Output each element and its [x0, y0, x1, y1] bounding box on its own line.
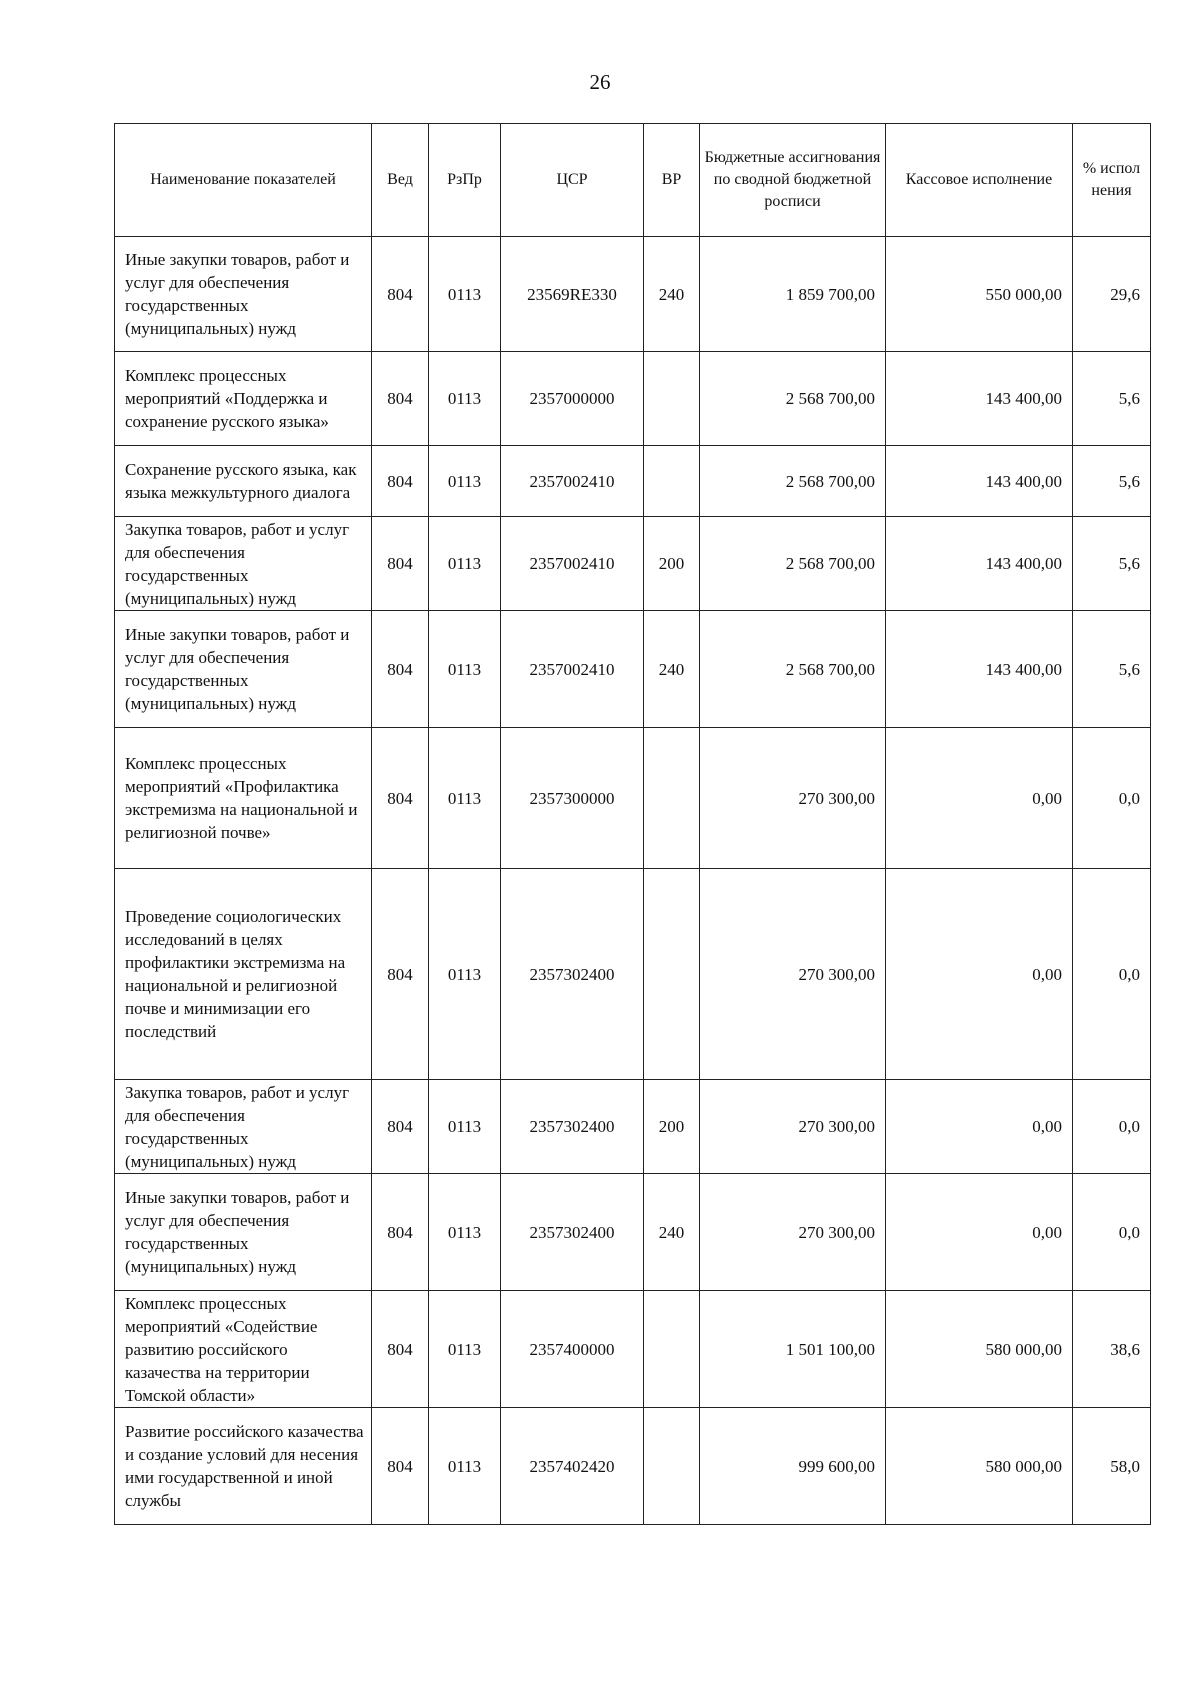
- header-vr: ВР: [644, 124, 700, 237]
- header-percent: % испол нения: [1073, 124, 1151, 237]
- cell-rzpr: 0113: [429, 869, 501, 1080]
- header-rzpr: РзПр: [429, 124, 501, 237]
- cell-percent: 29,6: [1073, 237, 1151, 352]
- table-row: [115, 1080, 1151, 1174]
- cell-csr: 2357302400: [501, 1174, 644, 1291]
- header-cash: Кассовое исполнение: [886, 124, 1073, 237]
- cell-rzpr: 0113: [429, 446, 501, 517]
- cell-cash: 0,00: [886, 1174, 1073, 1291]
- cell-cash: 0,00: [886, 728, 1073, 869]
- cell-ved: 804: [372, 237, 429, 352]
- cell-rzpr: 0113: [429, 1174, 501, 1291]
- cell-ved: 804: [372, 1408, 429, 1525]
- header-csr: ЦСР: [501, 124, 644, 237]
- table-row: [115, 237, 1151, 352]
- cell-cash: 0,00: [886, 869, 1073, 1080]
- cell-csr: 2357002410: [501, 611, 644, 728]
- header-row: [115, 124, 1151, 237]
- cell-vr: [644, 869, 700, 1080]
- cell-name: Иные закупки товаров, работ и услуг для обеспечения государственных (муниципальных) нужд: [115, 1174, 372, 1291]
- cell-percent: 58,0: [1073, 1408, 1151, 1525]
- cell-rzpr: 0113: [429, 237, 501, 352]
- cell-percent: 0,0: [1073, 1080, 1151, 1174]
- cell-ved: 804: [372, 517, 429, 611]
- cell-cash: 550 000,00: [886, 237, 1073, 352]
- cell-name: Иные закупки товаров, работ и услуг для обеспечения государственных (муниципальных) нужд: [115, 611, 372, 728]
- cell-rzpr: 0113: [429, 611, 501, 728]
- table-row: [115, 1174, 1151, 1291]
- cell-name: Закупка товаров, работ и услуг для обеспечения государственных (муниципальных) нужд: [115, 1080, 372, 1174]
- cell-csr: 2357302400: [501, 1080, 644, 1174]
- cell-vr: [644, 446, 700, 517]
- cell-name: Иные закупки товаров, работ и услуг для обеспечения государственных (муниципальных) нужд: [115, 237, 372, 352]
- cell-csr: 2357400000: [501, 1291, 644, 1408]
- cell-rzpr: 0113: [429, 352, 501, 446]
- cell-vr: 240: [644, 611, 700, 728]
- cell-cash: 143 400,00: [886, 352, 1073, 446]
- cell-percent: 0,0: [1073, 1174, 1151, 1291]
- cell-percent: 5,6: [1073, 517, 1151, 611]
- cell-csr: 2357302400: [501, 869, 644, 1080]
- cell-budget: 2 568 700,00: [700, 446, 886, 517]
- table-row: [115, 446, 1151, 517]
- cell-vr: 240: [644, 237, 700, 352]
- cell-rzpr: 0113: [429, 1080, 501, 1174]
- cell-budget: 2 568 700,00: [700, 611, 886, 728]
- cell-ved: 804: [372, 446, 429, 517]
- table-row: [115, 1291, 1151, 1408]
- cell-rzpr: 0113: [429, 1408, 501, 1525]
- cell-name: Комплекс процессных мероприятий «Содействие развитию российского казачества на территории Томской области»: [115, 1291, 372, 1408]
- cell-percent: 0,0: [1073, 728, 1151, 869]
- header-ved: Вед: [372, 124, 429, 237]
- cell-vr: 200: [644, 517, 700, 611]
- cell-vr: 240: [644, 1174, 700, 1291]
- table-body: [115, 237, 1151, 1525]
- cell-cash: 580 000,00: [886, 1291, 1073, 1408]
- table-header: [115, 124, 1151, 237]
- cell-name: Развитие российского казачества и создание условий для несения ими государственной и иной службы: [115, 1408, 372, 1525]
- cell-percent: 0,0: [1073, 869, 1151, 1080]
- cell-rzpr: 0113: [429, 728, 501, 869]
- cell-rzpr: 0113: [429, 517, 501, 611]
- cell-budget: 270 300,00: [700, 1174, 886, 1291]
- cell-csr: 23569RE330: [501, 237, 644, 352]
- cell-name: Сохранение русского языка, как языка межкультурного диалога: [115, 446, 372, 517]
- cell-csr: 2357002410: [501, 517, 644, 611]
- cell-budget: 270 300,00: [700, 728, 886, 869]
- cell-budget: 270 300,00: [700, 869, 886, 1080]
- cell-vr: [644, 1408, 700, 1525]
- cell-ved: 804: [372, 869, 429, 1080]
- cell-budget: 1 501 100,00: [700, 1291, 886, 1408]
- budget-execution-table: [114, 123, 1151, 1525]
- cell-budget: 270 300,00: [700, 1080, 886, 1174]
- cell-vr: 200: [644, 1080, 700, 1174]
- cell-cash: 143 400,00: [886, 517, 1073, 611]
- cell-cash: 0,00: [886, 1080, 1073, 1174]
- table-row: [115, 869, 1151, 1080]
- page-number: 26: [589, 70, 611, 94]
- cell-cash: 580 000,00: [886, 1408, 1073, 1525]
- cell-csr: 2357300000: [501, 728, 644, 869]
- header-budget: Бюджетные ассигнования по сводной бюджетной росписи: [700, 124, 886, 237]
- cell-csr: 2357402420: [501, 1408, 644, 1525]
- cell-percent: 38,6: [1073, 1291, 1151, 1408]
- cell-name: Проведение социологических исследований в целях профилактики экстремизма на национальной и религиозной почве и минимизации его последствий: [115, 869, 372, 1080]
- cell-percent: 5,6: [1073, 352, 1151, 446]
- cell-cash: 143 400,00: [886, 611, 1073, 728]
- cell-budget: 2 568 700,00: [700, 352, 886, 446]
- cell-percent: 5,6: [1073, 611, 1151, 728]
- cell-percent: 5,6: [1073, 446, 1151, 517]
- cell-vr: [644, 1291, 700, 1408]
- table-row: [115, 728, 1151, 869]
- table-row: [115, 517, 1151, 611]
- cell-name: Комплекс процессных мероприятий «Профилактика экстремизма на национальной и религиозной почве»: [115, 728, 372, 869]
- cell-name: Комплекс процессных мероприятий «Поддержка и сохранение русского языка»: [115, 352, 372, 446]
- table-row: [115, 611, 1151, 728]
- cell-ved: 804: [372, 728, 429, 869]
- cell-ved: 804: [372, 1080, 429, 1174]
- cell-budget: 2 568 700,00: [700, 517, 886, 611]
- cell-csr: 2357002410: [501, 446, 644, 517]
- cell-rzpr: 0113: [429, 1291, 501, 1408]
- table-row: [115, 352, 1151, 446]
- cell-budget: 1 859 700,00: [700, 237, 886, 352]
- cell-ved: 804: [372, 611, 429, 728]
- cell-ved: 804: [372, 1174, 429, 1291]
- cell-ved: 804: [372, 1291, 429, 1408]
- cell-vr: [644, 352, 700, 446]
- table-row: [115, 1408, 1151, 1525]
- cell-ved: 804: [372, 352, 429, 446]
- cell-csr: 2357000000: [501, 352, 644, 446]
- header-name: Наименование показателей: [115, 124, 372, 237]
- cell-cash: 143 400,00: [886, 446, 1073, 517]
- cell-vr: [644, 728, 700, 869]
- cell-budget: 999 600,00: [700, 1408, 886, 1525]
- cell-name: Закупка товаров, работ и услуг для обеспечения государственных (муниципальных) нужд: [115, 517, 372, 611]
